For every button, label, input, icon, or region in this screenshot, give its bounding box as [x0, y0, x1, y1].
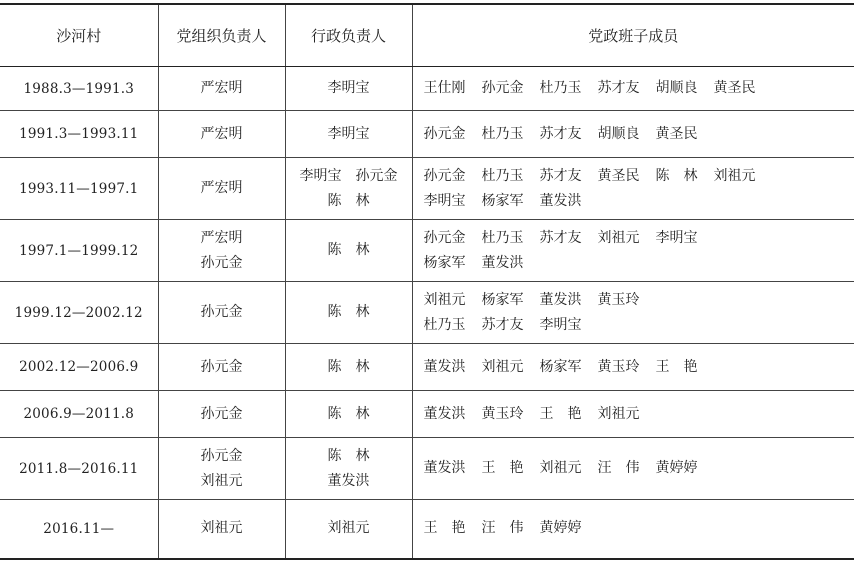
member-name: 杨家军 [481, 291, 524, 308]
members-cell [412, 282, 854, 344]
member-name: 刘祖元 [713, 167, 756, 184]
members-line [424, 189, 854, 214]
admin-leader-name: 董发洪 [327, 472, 370, 489]
period-cell: 1991.3—1993.11 [0, 111, 158, 158]
party-leader-name: 严宏明 [200, 80, 243, 96]
party-leader-name: 严宏明 [200, 125, 243, 142]
member-name: 杜乃玉 [481, 229, 524, 246]
member-name: 陈 林 [655, 167, 698, 184]
members-cell [412, 438, 854, 500]
member-name: 苏才友 [481, 316, 524, 333]
members-cell [412, 220, 854, 282]
admin-leader-name: 李明宝 孙元金 [299, 167, 398, 184]
party-leader-name: 孙元金 [200, 254, 243, 271]
admin-leader-name: 陈 林 [327, 405, 370, 422]
party-leader-cell [158, 111, 285, 158]
members-line [424, 164, 854, 189]
admin-leader-cell [285, 500, 412, 559]
header-party-leader: 党组织负责人 [158, 4, 285, 67]
party-leader-cell [158, 391, 285, 438]
party-leader-cell [158, 67, 285, 111]
member-name: 胡顺良 [655, 80, 698, 96]
table-row [0, 282, 854, 344]
member-name: 董发洪 [481, 254, 524, 271]
admin-leader-cell [285, 391, 412, 438]
party-leader-name: 孙元金 [200, 304, 243, 320]
party-leader-name: 刘祖元 [200, 472, 243, 489]
table-header [0, 4, 854, 67]
member-name: 孙元金 [423, 167, 466, 184]
members-cell [412, 391, 854, 438]
header-admin-leader: 行政负责人 [285, 4, 412, 67]
party-leader-name: 孙元金 [200, 447, 243, 464]
member-name: 李明宝 [423, 192, 466, 209]
party-leader-cell [158, 158, 285, 220]
member-name: 孙元金 [423, 229, 466, 246]
admin-leader-name: 刘祖元 [327, 520, 370, 537]
period-cell: 1997.1—1999.12 [0, 220, 158, 282]
party-leader-cell [158, 500, 285, 559]
member-name: 黄玉玲 [481, 405, 524, 422]
member-name: 李明宝 [655, 229, 698, 246]
period-cell: 2002.12—2006.9 [0, 344, 158, 391]
admin-leader-cell [285, 344, 412, 391]
table-body [0, 67, 854, 559]
header-team-members: 党政班子成员 [412, 4, 854, 67]
member-name: 黄圣民 [713, 80, 756, 96]
member-name: 杨家军 [423, 254, 466, 271]
members-cell [412, 67, 854, 111]
admin-leader-name: 陈 林 [327, 304, 370, 320]
members-cell [412, 344, 854, 391]
members-cell [412, 158, 854, 220]
member-name: 孙元金 [423, 125, 466, 142]
member-name: 刘祖元 [481, 358, 524, 375]
members-line [424, 355, 854, 380]
member-name: 杨家军 [481, 192, 524, 209]
table-row [0, 500, 854, 559]
member-name: 王 艳 [481, 460, 524, 476]
members-line [424, 251, 854, 276]
member-name: 杜乃玉 [539, 80, 582, 96]
member-name: 刘祖元 [597, 229, 640, 246]
party-leader-name: 孙元金 [200, 405, 243, 422]
period-cell: 2016.11— [0, 500, 158, 559]
table-row [0, 158, 854, 220]
member-name: 黄圣民 [597, 167, 640, 184]
member-name: 董发洪 [539, 291, 582, 308]
member-name: 苏才友 [539, 125, 582, 142]
party-leader-cell [158, 282, 285, 344]
member-name: 王 艳 [423, 520, 466, 537]
period-cell: 2006.9—2011.8 [0, 391, 158, 438]
table-row [0, 438, 854, 500]
header-village: 沙河村 [0, 4, 158, 67]
table-row [0, 111, 854, 158]
member-name: 刘祖元 [423, 291, 466, 308]
table-row [0, 344, 854, 391]
members-line [424, 313, 854, 338]
period-cell: 1999.12—2002.12 [0, 282, 158, 344]
member-name: 董发洪 [423, 460, 466, 476]
member-name: 王仕刚 [423, 80, 466, 96]
member-name: 黄玉玲 [597, 291, 640, 308]
admin-leader-cell [285, 282, 412, 344]
member-name: 孙元金 [481, 80, 524, 96]
period-cell: 1988.3—1991.3 [0, 67, 158, 111]
members-line [424, 288, 854, 313]
members-line [424, 76, 854, 101]
admin-leader-cell [285, 438, 412, 500]
admin-leader-cell [285, 111, 412, 158]
member-name: 杨家军 [539, 358, 582, 375]
member-name: 胡顺良 [597, 125, 640, 142]
member-name: 董发洪 [423, 358, 466, 375]
member-name: 董发洪 [539, 192, 582, 209]
member-name: 苏才友 [539, 229, 582, 246]
member-name: 杜乃玉 [423, 316, 466, 333]
member-name: 李明宝 [539, 316, 582, 333]
members-line [424, 402, 854, 427]
admin-leader-name: 陈 林 [327, 192, 370, 209]
table-row [0, 67, 854, 111]
admin-leader-name: 李明宝 [327, 80, 370, 96]
admin-leader-cell [285, 220, 412, 282]
table-row [0, 391, 854, 438]
member-name: 黄婷婷 [539, 520, 582, 537]
member-name: 苏才友 [539, 167, 582, 184]
member-name: 黄婷婷 [655, 460, 698, 476]
party-leader-name: 刘祖元 [200, 520, 243, 537]
members-cell [412, 500, 854, 559]
member-name: 刘祖元 [539, 460, 582, 476]
member-name: 王 艳 [539, 405, 582, 422]
member-name: 苏才友 [597, 80, 640, 96]
member-name: 王 艳 [655, 358, 698, 375]
admin-leader-name: 陈 林 [327, 358, 370, 375]
member-name: 汪 伟 [597, 460, 640, 476]
period-cell: 1993.11—1997.1 [0, 158, 158, 220]
member-name: 董发洪 [423, 405, 466, 422]
admin-leader-name: 李明宝 [327, 125, 370, 142]
member-name: 黄圣民 [655, 125, 698, 142]
header-row [0, 4, 854, 67]
admin-leader-name: 陈 林 [327, 447, 370, 464]
admin-leader-cell [285, 158, 412, 220]
admin-leader-cell [285, 67, 412, 111]
party-leader-cell [158, 220, 285, 282]
admin-leader-name: 陈 林 [327, 242, 370, 258]
party-leader-name: 孙元金 [200, 358, 243, 375]
members-line [424, 516, 854, 541]
member-name: 黄玉玲 [597, 358, 640, 375]
member-name: 汪 伟 [481, 520, 524, 537]
member-name: 刘祖元 [597, 405, 640, 422]
party-leader-cell [158, 438, 285, 500]
members-line [424, 226, 854, 251]
party-leader-name: 严宏明 [200, 180, 243, 196]
table-row [0, 220, 854, 282]
party-leader-cell [158, 344, 285, 391]
members-line [424, 456, 854, 481]
member-name: 杜乃玉 [481, 125, 524, 142]
member-name: 杜乃玉 [481, 167, 524, 184]
period-cell: 2011.8—2016.11 [0, 438, 158, 500]
members-cell [412, 111, 854, 158]
party-leader-name: 严宏明 [200, 229, 243, 246]
members-line [424, 122, 854, 147]
village-leadership-table [0, 3, 854, 560]
